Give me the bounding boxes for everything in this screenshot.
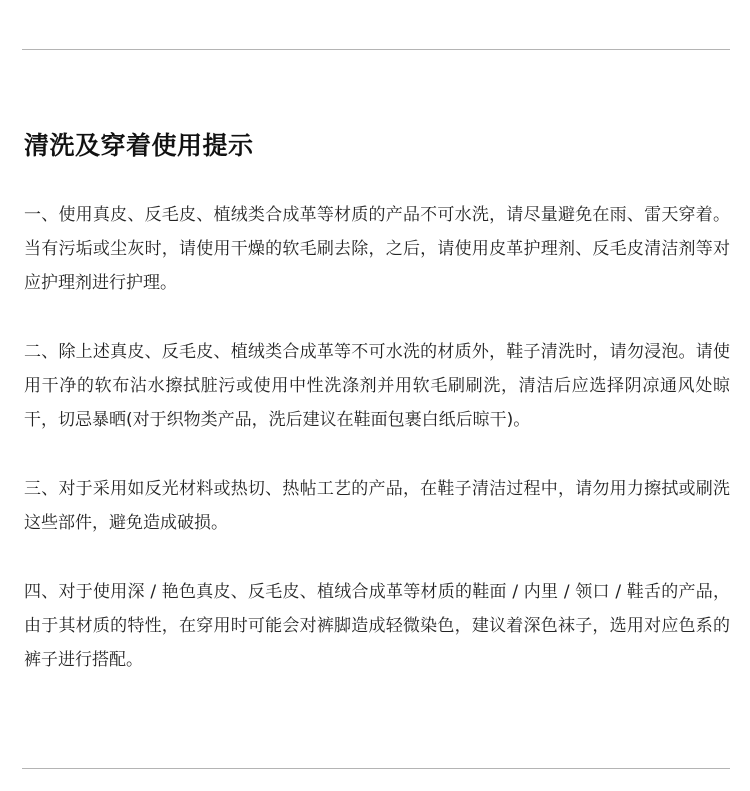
instruction-paragraph-4: 四、对于使用深 / 艳色真皮、反毛皮、植绒合成革等材质的鞋面 / 内里 / 领口 / 鞋舌的产品，由于其材质的特性，在穿用时可能会对裤脚造成轻微染色，建议着深色袜子，选用对应色系的裤子进行搭配。 xyxy=(24,582,730,670)
instruction-paragraph-2: 二、除上述真皮、反毛皮、植绒类合成革等不可水洗的材质外，鞋子清洗时，请勿浸泡。请使用干净的软布沾水擦拭脏污或使用中性洗涤剂并用软毛刷刷洗，清洁后应选择阴凉通风处晾干，切忌暴晒(对于织物类产品，洗后建议在鞋面包裹白纸后晾干)。 xyxy=(24,342,730,430)
section-title: 清洗及穿着使用提示 xyxy=(24,131,254,160)
bottom-divider xyxy=(22,768,730,769)
instruction-paragraph-1: 一、使用真皮、反毛皮、植绒类合成革等材质的产品不可水洗，请尽量避免在雨、雷天穿着。当有污垢或尘灰时，请使用干燥的软毛刷去除，之后，请使用皮革护理剂、反毛皮清洁剂等对应护理剂进行护理。 xyxy=(24,205,730,293)
top-divider xyxy=(22,49,730,50)
instruction-paragraph-3: 三、对于采用如反光材料或热切、热帖工艺的产品，在鞋子清洁过程中，请勿用力擦拭或刷洗这些部件，避免造成破损。 xyxy=(24,479,730,533)
care-instructions-section xyxy=(24,126,730,677)
